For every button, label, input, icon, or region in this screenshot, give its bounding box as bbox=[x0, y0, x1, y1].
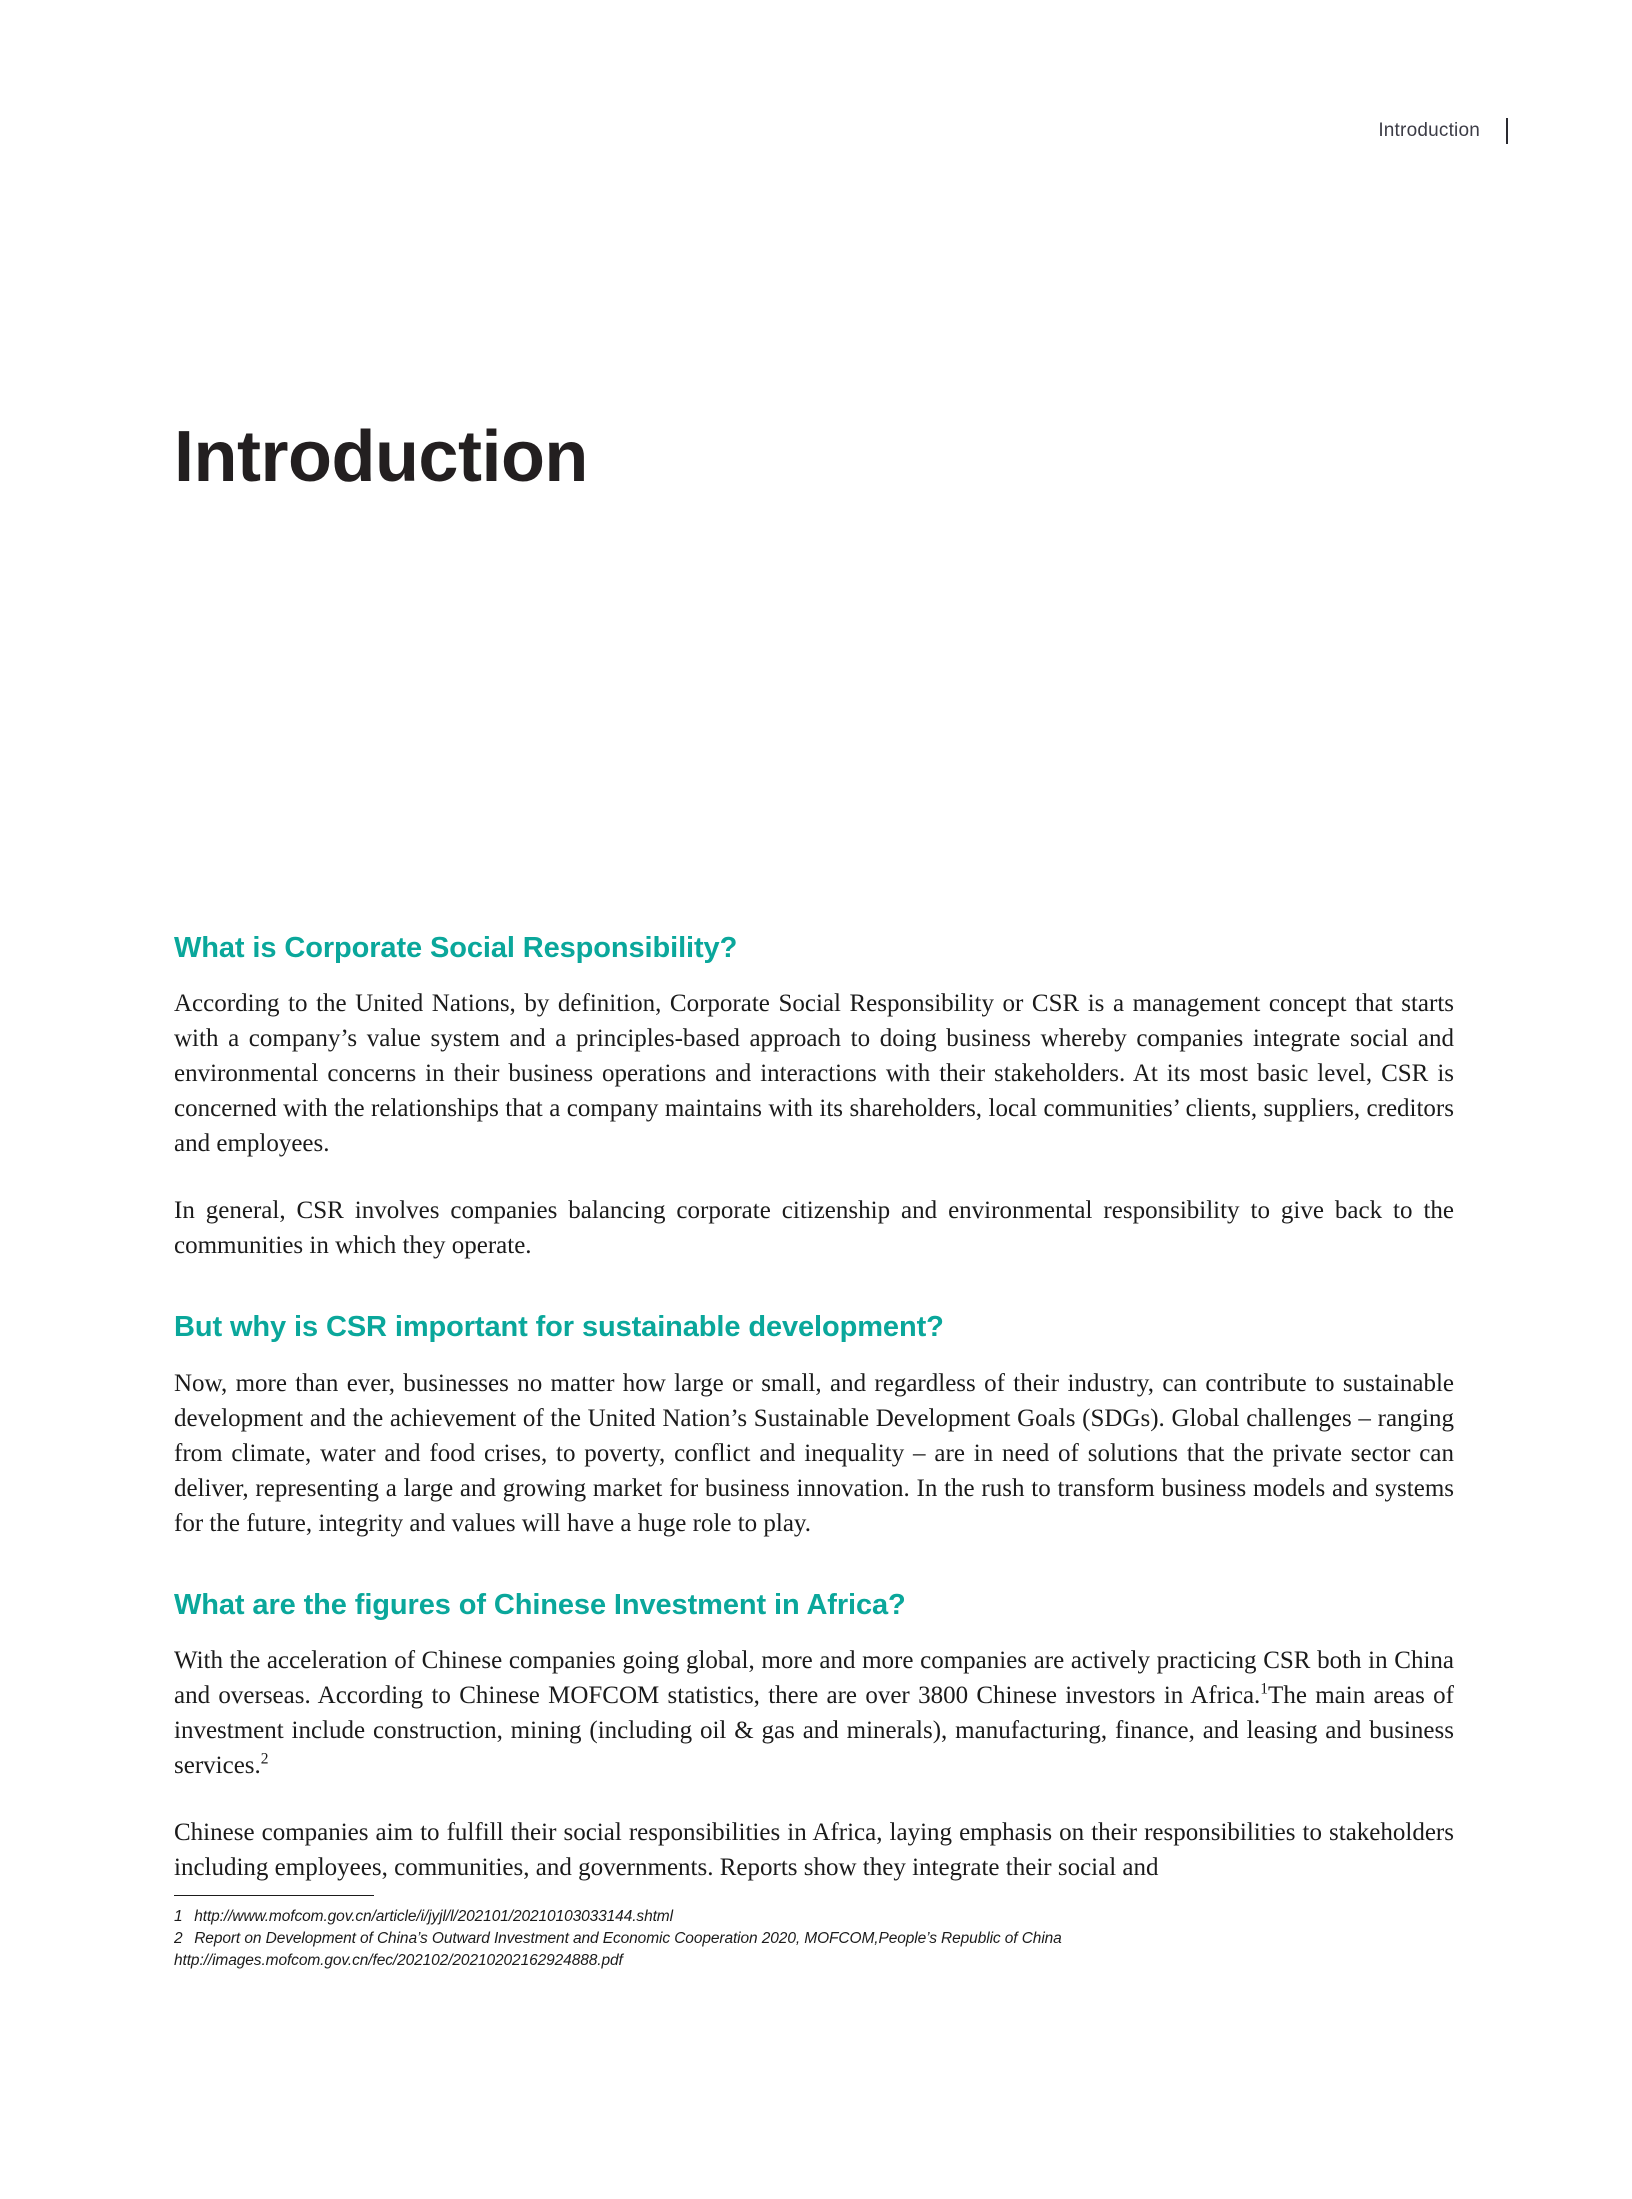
footnote-text-2[interactable]: Report on Development of China’s Outward Investment and Economic Cooperation 2020, MOFCOM,People’s Republic of China http://images.mofcom.gov.cn/fec/202102/20210202162924888.pdf bbox=[174, 1930, 1062, 1969]
paragraph-csr-general: In general, CSR involves companies balancing corporate citizenship and environmental responsibility to give back to the communities in which they operate. bbox=[174, 1197, 1454, 1260]
running-header-divider-icon bbox=[1506, 118, 1508, 144]
footnotes-block bbox=[174, 1895, 1454, 1972]
section-heading-csr-definition: What is Corporate Social Responsibility? bbox=[174, 932, 738, 964]
section-heading-chinese-investment: What are the figures of Chinese Investment in Africa? bbox=[174, 1588, 906, 1621]
footnote-separator-rule bbox=[174, 1895, 374, 1896]
paragraph-csr-definition: According to the United Nations, by definition, Corporate Social Responsibility or CSR is a management concept that starts with a company’s value system and a principles-based approach to doing business whereby companies integrate social and environmental concerns in their business operations and interactions with their stakeholders. At its most basic level, CSR is concerned with the relationships that a company maintains with its shareholders, local communities’ clients, suppliers, creditors and employees. bbox=[174, 990, 1454, 1158]
running-header bbox=[1378, 118, 1508, 144]
content-column bbox=[174, 930, 1454, 1885]
footnote-reference-2[interactable]: 2 bbox=[260, 1750, 269, 1768]
paragraph-segment-before-ref1: With the acceleration of Chinese companies going global, more and more companies are actively practicing CSR both in China and overseas. According to Chinese MOFCOM statistics, there are over 3800 Chinese investors in Africa. bbox=[174, 1646, 1454, 1709]
footnote-text-1[interactable]: http://www.mofcom.gov.cn/article/i/jyjl/l/202101/20210103033144.shtml bbox=[194, 1908, 673, 1925]
paragraph-sustainable-development: Now, more than ever, businesses no matter how large or small, and regardless of their industry, can contribute to sustainable development and the achievement of the United Nation’s Sustainable Development Goals (SDGs). Global challenges – ranging from climate, water and food crises, to poverty, conflict and inequality – are in need of solutions that the private sector can deliver, representing a large and growing market for business innovation. In the rush to transform business models and systems for the future, integrity and values will have a huge role to play. bbox=[174, 1369, 1454, 1537]
paragraph-chinese-investment-figures bbox=[174, 1643, 1454, 1783]
running-header-label: Introduction bbox=[1378, 120, 1480, 141]
footnote-number-2: 2 bbox=[174, 1930, 183, 1947]
footnote-item-2 bbox=[174, 1928, 1454, 1972]
paragraph-segment-between-refs: The main areas of investment include construction, mining (including oil & gas and minerals), manufacturing, finance, and leasing and business services. bbox=[174, 1681, 1455, 1779]
section-heading-csr-importance: But why is CSR important for sustainable development? bbox=[174, 1311, 944, 1344]
page-title: Introduction bbox=[174, 417, 588, 498]
paragraph-chinese-companies-stakeholders: Chinese companies aim to fulfill their social responsibilities in Africa, laying emphasis on their responsibilities to stakeholders including employees, communities, and governments. Reports show they integrate their social and bbox=[174, 1818, 1454, 1881]
footnote-reference-1[interactable]: 1 bbox=[1260, 1680, 1269, 1698]
footnote-number-1: 1 bbox=[174, 1908, 183, 1925]
footnote-item-1 bbox=[174, 1906, 1454, 1928]
